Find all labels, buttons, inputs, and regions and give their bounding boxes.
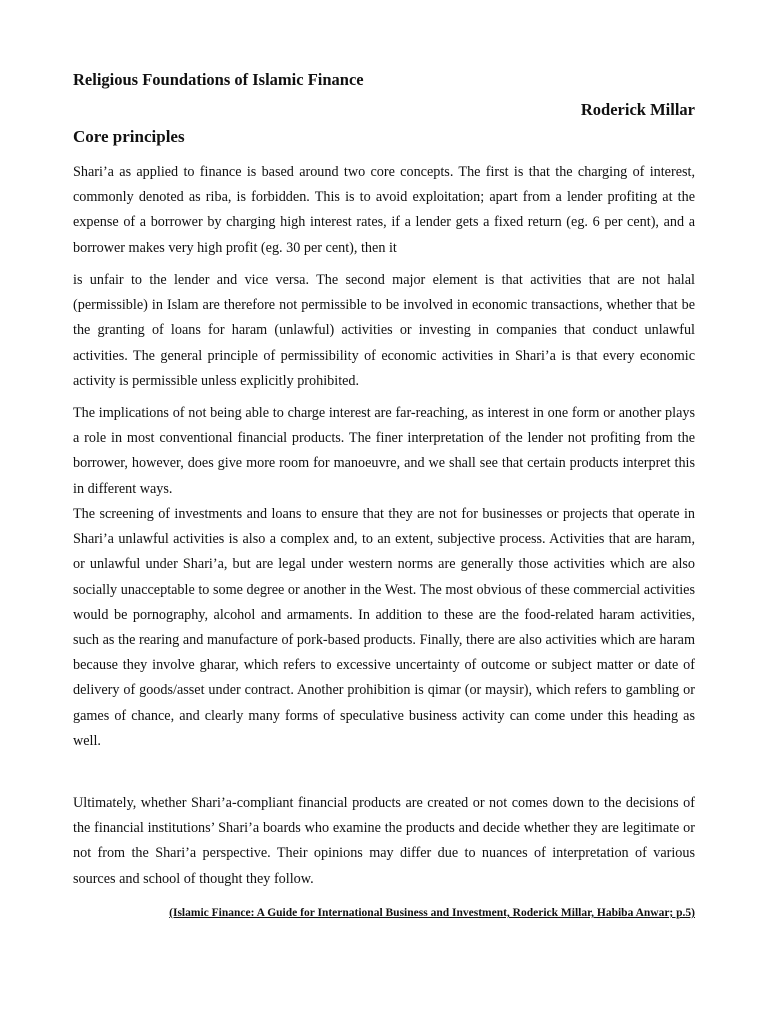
section-heading: Core principles	[73, 127, 185, 146]
paragraph-2: is unfair to the lender and vice versa. The second major element is that activities that are not halal (permissible) in Islam are therefore not permissible to be involved in economic transactions, whether that be the granting of loans for haram (unlawful) activities or investing in companies that conduct unlawful activities. The general principle of permissibility of economic activities in Shari’a is that every economic activity is permissible unless explicitly prohibited.	[73, 272, 695, 389]
document-title: Religious Foundations of Islamic Finance	[73, 70, 364, 89]
paragraph-1: Shari’a as applied to finance is based around two core concepts. The first is that the charging of interest, commonly denoted as riba, is forbidden. This is to avoid exploitation; apart from a lender profiting at the expense of a borrower by charging high interest rates, if a lender gets a fixed return (eg. 6 per cent), and a borrower makes very high profit (eg. 30 per cent), then it	[73, 164, 695, 256]
paragraph-4: The screening of investments and loans to ensure that they are not for businesses or projects that operate in Shari’a unlawful activities is also a complex and, to an extent, subjective process. Activities that are haram, or unlawful under Shari’a, but are legal under western norms are generally those activities which are also socially unacceptable to some degree or another in the West. The most obvious of these commercial activities would be pornography, alcohol and armaments. In addition to these are the food-related haram activities, such as the rearing and manufacture of pork-based products. Finally, there are also activities which are haram because they involve gharar, which refers to excessive uncertainty of outcome or subject matter or date of delivery of goods/asset under contract. Another prohibition is qimar (or maysir), which refers to gambling or games of chance, and clearly many forms of speculative business activity can come under this heading as well.	[73, 506, 695, 749]
author-name: Roderick Millar	[580, 100, 695, 119]
paragraph-5: Ultimately, whether Shari’a-compliant financial products are created or not comes down to the decisions of the financial institutions’ Shari’a boards who examine the products and decide whether they are legitimate or not from the Shari’a perspective. Their opinions may differ due to nuances of interpretation of various sources and school of thought they follow.	[73, 795, 695, 887]
source-citation: (Islamic Finance: A Guide for International Business and Investment, Roderick Millar, Habiba Anwar; p.5)	[169, 907, 695, 919]
paragraph-3: The implications of not being able to charge interest are far-reaching, as interest in one form or another plays a role in most conventional financial products. The finer interpretation of the lender not profiting from the borrower, however, does give more room for manoeuvre, and we shall see that certain products interpret this in different ways.	[73, 405, 695, 497]
